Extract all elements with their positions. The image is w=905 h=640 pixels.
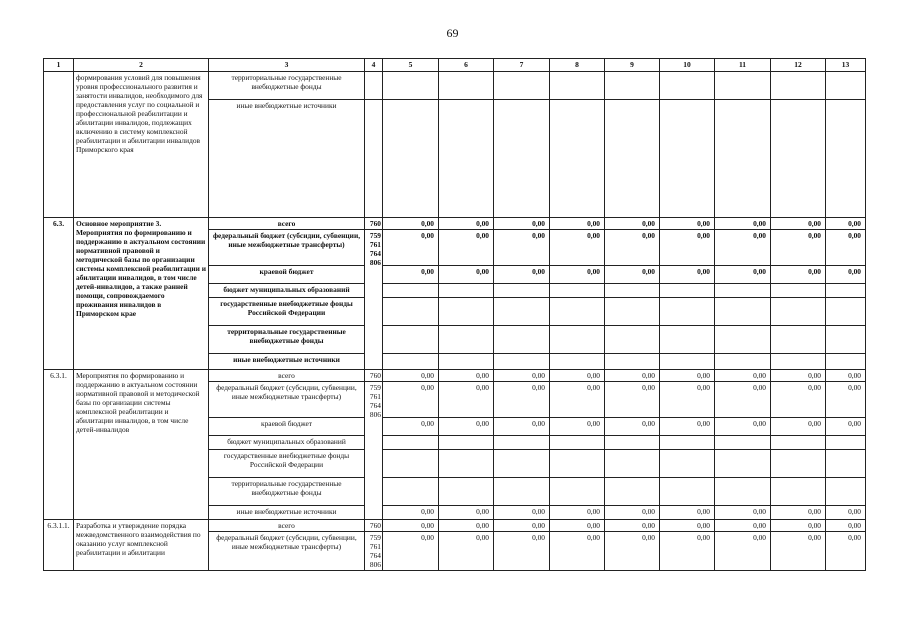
header-cell: 6 xyxy=(439,59,494,72)
funding-source: территориальные государственные внебюджетные фонды xyxy=(209,326,365,354)
value-cell xyxy=(383,72,439,100)
value-cell xyxy=(715,298,771,326)
value-cell xyxy=(771,450,826,478)
value-cell: 0,00 xyxy=(494,370,550,382)
value-cell xyxy=(383,298,439,326)
value-cell: 0,00 xyxy=(383,370,439,382)
value-cell: 0,00 xyxy=(605,370,660,382)
funding-source: бюджет муниципальных образований xyxy=(209,436,365,450)
value-cell: 0,00 xyxy=(715,370,771,382)
code-cell: 759 761 764 806 xyxy=(365,532,383,571)
header-cell: 4 xyxy=(365,59,383,72)
value-cell: 0,00 xyxy=(550,370,605,382)
value-cell: 0,00 xyxy=(715,382,771,418)
value-cell xyxy=(605,72,660,100)
funding-source: государственные внебюджетные фонды Российской Федерации xyxy=(209,450,365,478)
value-cell xyxy=(494,284,550,298)
code-cell: 760 xyxy=(365,370,383,382)
value-cell xyxy=(494,436,550,450)
value-cell: 0,00 xyxy=(715,506,771,520)
value-cell xyxy=(439,436,494,450)
value-cell: 0,00 xyxy=(494,218,550,230)
funding-source: всего xyxy=(209,520,365,532)
value-cell xyxy=(494,72,550,100)
value-cell xyxy=(550,284,605,298)
value-cell: 0,00 xyxy=(826,418,866,436)
value-cell xyxy=(771,436,826,450)
value-cell xyxy=(660,326,715,354)
row-index: 6.3. xyxy=(44,218,74,370)
row-index: 6.3.1. xyxy=(44,370,74,520)
header-cell: 9 xyxy=(605,59,660,72)
value-cell xyxy=(826,72,866,100)
value-cell: 0,00 xyxy=(439,230,494,266)
value-cell: 0,00 xyxy=(826,382,866,418)
header-cell: 1 xyxy=(44,59,74,72)
value-cell: 0,00 xyxy=(494,506,550,520)
value-cell: 0,00 xyxy=(439,218,494,230)
value-cell xyxy=(715,436,771,450)
value-cell: 0,00 xyxy=(550,382,605,418)
value-cell: 0,00 xyxy=(826,532,866,571)
value-cell xyxy=(494,354,550,370)
value-cell xyxy=(826,354,866,370)
value-cell xyxy=(771,284,826,298)
value-cell xyxy=(383,284,439,298)
value-cell: 0,00 xyxy=(494,382,550,418)
value-cell xyxy=(383,450,439,478)
value-cell: 0,00 xyxy=(494,230,550,266)
funding-source: государственные внебюджетные фонды Российской Федерации xyxy=(209,298,365,326)
value-cell xyxy=(550,354,605,370)
value-cell xyxy=(660,354,715,370)
value-cell xyxy=(660,100,715,218)
value-cell: 0,00 xyxy=(605,520,660,532)
table-row xyxy=(44,370,866,382)
funding-source: федеральный бюджет (субсидии, субвенции, иные межбюджетные трансферты) xyxy=(209,532,365,571)
value-cell: 0,00 xyxy=(605,418,660,436)
value-cell xyxy=(605,436,660,450)
activity-name: Мероприятия по формированию и поддержанию в актуальном состоянии нормативной правовой и методической базы по организации системы комплексной реабилитации и абилитации инвалидов, в том числе детей-инвалидов xyxy=(74,370,209,520)
value-cell xyxy=(494,100,550,218)
funding-source: всего xyxy=(209,370,365,382)
value-cell: 0,00 xyxy=(715,218,771,230)
value-cell xyxy=(605,298,660,326)
value-cell: 0,00 xyxy=(383,532,439,571)
value-cell xyxy=(715,354,771,370)
value-cell: 0,00 xyxy=(494,532,550,571)
value-cell xyxy=(660,450,715,478)
value-cell: 0,00 xyxy=(383,230,439,266)
value-cell xyxy=(439,298,494,326)
value-cell: 0,00 xyxy=(715,520,771,532)
value-cell xyxy=(550,72,605,100)
value-cell xyxy=(494,298,550,326)
value-cell xyxy=(439,478,494,506)
value-cell xyxy=(494,478,550,506)
code-cell xyxy=(365,72,383,100)
value-cell xyxy=(550,298,605,326)
value-cell: 0,00 xyxy=(494,520,550,532)
header-row xyxy=(44,59,866,72)
table-row xyxy=(44,72,866,100)
value-cell: 0,00 xyxy=(550,532,605,571)
funding-source: территориальные государственные внебюджетные фонды xyxy=(209,72,365,100)
value-cell: 0,00 xyxy=(660,382,715,418)
value-cell xyxy=(826,450,866,478)
value-cell: 0,00 xyxy=(771,506,826,520)
value-cell: 0,00 xyxy=(439,506,494,520)
code-cell xyxy=(365,100,383,218)
value-cell: 0,00 xyxy=(550,218,605,230)
activity-name: формирования условий для повышения уровня профессионального развития и занятости инвалидов, необходимого для предоставления услуг по социальной и профессиональной реабилитации и абилитации инвалидов, подлежащих включению в систему комплексной реабилитации и абилитации инвалидов Приморского края xyxy=(74,72,209,218)
value-cell: 0,00 xyxy=(771,230,826,266)
value-cell: 0,00 xyxy=(826,520,866,532)
code-cell: 760 xyxy=(365,218,383,230)
header-cell: 3 xyxy=(209,59,365,72)
value-cell: 0,00 xyxy=(826,370,866,382)
value-cell xyxy=(494,326,550,354)
value-cell: 0,00 xyxy=(660,520,715,532)
funding-source: краевой бюджет xyxy=(209,418,365,436)
page-number: 69 xyxy=(446,26,459,40)
value-cell xyxy=(383,436,439,450)
value-cell xyxy=(494,450,550,478)
value-cell: 0,00 xyxy=(439,520,494,532)
value-cell: 0,00 xyxy=(660,218,715,230)
table-row xyxy=(44,218,866,230)
row-index: 6.3.1.1. xyxy=(44,520,74,571)
value-cell: 0,00 xyxy=(439,370,494,382)
value-cell xyxy=(771,72,826,100)
value-cell: 0,00 xyxy=(550,230,605,266)
value-cell: 0,00 xyxy=(605,230,660,266)
value-cell: 0,00 xyxy=(494,266,550,284)
value-cell: 0,00 xyxy=(383,520,439,532)
value-cell xyxy=(439,326,494,354)
code-cell: 759 761 764 806 xyxy=(365,382,383,520)
value-cell xyxy=(605,326,660,354)
activity-name: Разработка и утверждение порядка межведомственного взаимодействия по оказанию услуг комплексной реабилитации и абилитации xyxy=(74,520,209,571)
value-cell xyxy=(439,450,494,478)
value-cell: 0,00 xyxy=(826,230,866,266)
value-cell: 0,00 xyxy=(439,266,494,284)
value-cell xyxy=(439,72,494,100)
value-cell xyxy=(605,478,660,506)
value-cell: 0,00 xyxy=(383,418,439,436)
value-cell xyxy=(383,100,439,218)
value-cell xyxy=(660,478,715,506)
value-cell: 0,00 xyxy=(715,532,771,571)
funding-source: иные внебюджетные источники xyxy=(209,100,365,218)
value-cell: 0,00 xyxy=(715,230,771,266)
value-cell: 0,00 xyxy=(605,218,660,230)
value-cell: 0,00 xyxy=(439,532,494,571)
header-cell: 8 xyxy=(550,59,605,72)
value-cell: 0,00 xyxy=(715,418,771,436)
value-cell xyxy=(715,72,771,100)
value-cell xyxy=(826,100,866,218)
value-cell xyxy=(383,478,439,506)
value-cell: 0,00 xyxy=(771,382,826,418)
code-cell: 759 761 764 806 xyxy=(365,230,383,370)
funding-source: федеральный бюджет (субсидии, субвенции, иные межбюджетные трансферты) xyxy=(209,382,365,418)
value-cell: 0,00 xyxy=(771,418,826,436)
value-cell: 0,00 xyxy=(660,266,715,284)
budget-table xyxy=(43,58,866,571)
value-cell: 0,00 xyxy=(605,382,660,418)
value-cell xyxy=(439,284,494,298)
funding-source: всего xyxy=(209,218,365,230)
activity-name: Основное мероприятие 3. Мероприятия по формированию и поддержанию в актуальном состоянии нормативной правовой и методической базы по организации системы комплексной реабилитации и абилитации инвалидов, в том числе детей-инвалидов, а также ранней помощи, сопровождаемого проживания инвалидов в Приморском крае xyxy=(74,218,209,370)
value-cell xyxy=(715,284,771,298)
value-cell: 0,00 xyxy=(660,418,715,436)
value-cell: 0,00 xyxy=(383,382,439,418)
value-cell xyxy=(715,478,771,506)
value-cell: 0,00 xyxy=(605,266,660,284)
value-cell: 0,00 xyxy=(383,218,439,230)
value-cell: 0,00 xyxy=(383,266,439,284)
value-cell xyxy=(605,284,660,298)
value-cell xyxy=(383,326,439,354)
value-cell xyxy=(660,72,715,100)
value-cell xyxy=(771,478,826,506)
funding-source: краевой бюджет xyxy=(209,266,365,284)
header-cell: 10 xyxy=(660,59,715,72)
value-cell: 0,00 xyxy=(771,532,826,571)
value-cell: 0,00 xyxy=(439,418,494,436)
funding-source: иные внебюджетные источники xyxy=(209,506,365,520)
value-cell xyxy=(605,100,660,218)
value-cell: 0,00 xyxy=(771,520,826,532)
value-cell: 0,00 xyxy=(826,218,866,230)
value-cell: 0,00 xyxy=(550,520,605,532)
value-cell xyxy=(550,478,605,506)
value-cell xyxy=(550,100,605,218)
value-cell: 0,00 xyxy=(494,418,550,436)
value-cell xyxy=(826,326,866,354)
value-cell: 0,00 xyxy=(660,532,715,571)
value-cell: 0,00 xyxy=(660,230,715,266)
value-cell xyxy=(715,450,771,478)
value-cell: 0,00 xyxy=(771,218,826,230)
value-cell xyxy=(660,436,715,450)
value-cell xyxy=(771,298,826,326)
value-cell: 0,00 xyxy=(550,506,605,520)
value-cell xyxy=(605,450,660,478)
value-cell: 0,00 xyxy=(771,370,826,382)
value-cell xyxy=(826,478,866,506)
value-cell: 0,00 xyxy=(383,506,439,520)
row-index xyxy=(44,72,74,218)
value-cell xyxy=(826,284,866,298)
table-row xyxy=(44,520,866,532)
value-cell: 0,00 xyxy=(715,266,771,284)
value-cell: 0,00 xyxy=(605,532,660,571)
value-cell xyxy=(439,100,494,218)
value-cell xyxy=(715,100,771,218)
value-cell xyxy=(383,354,439,370)
header-cell: 11 xyxy=(715,59,771,72)
value-cell xyxy=(439,354,494,370)
funding-source: территориальные государственные внебюджетные фонды xyxy=(209,478,365,506)
value-cell xyxy=(771,354,826,370)
value-cell xyxy=(771,100,826,218)
header-cell: 5 xyxy=(383,59,439,72)
funding-source: иные внебюджетные источники xyxy=(209,354,365,370)
value-cell: 0,00 xyxy=(660,370,715,382)
funding-source: федеральный бюджет (субсидии, субвенции, иные межбюджетные трансферты) xyxy=(209,230,365,266)
value-cell xyxy=(660,284,715,298)
value-cell: 0,00 xyxy=(550,266,605,284)
value-cell: 0,00 xyxy=(771,266,826,284)
value-cell xyxy=(715,326,771,354)
value-cell: 0,00 xyxy=(605,506,660,520)
value-cell xyxy=(826,436,866,450)
value-cell xyxy=(550,326,605,354)
value-cell: 0,00 xyxy=(550,418,605,436)
header-cell: 7 xyxy=(494,59,550,72)
value-cell: 0,00 xyxy=(660,506,715,520)
value-cell: 0,00 xyxy=(439,382,494,418)
value-cell xyxy=(550,450,605,478)
value-cell xyxy=(605,354,660,370)
header-cell: 13 xyxy=(826,59,866,72)
value-cell xyxy=(771,326,826,354)
funding-source: бюджет муниципальных образований xyxy=(209,284,365,298)
header-cell: 2 xyxy=(74,59,209,72)
value-cell xyxy=(660,298,715,326)
value-cell xyxy=(826,298,866,326)
value-cell: 0,00 xyxy=(826,506,866,520)
code-cell: 760 xyxy=(365,520,383,532)
header-cell: 12 xyxy=(771,59,826,72)
value-cell: 0,00 xyxy=(826,266,866,284)
value-cell xyxy=(550,436,605,450)
